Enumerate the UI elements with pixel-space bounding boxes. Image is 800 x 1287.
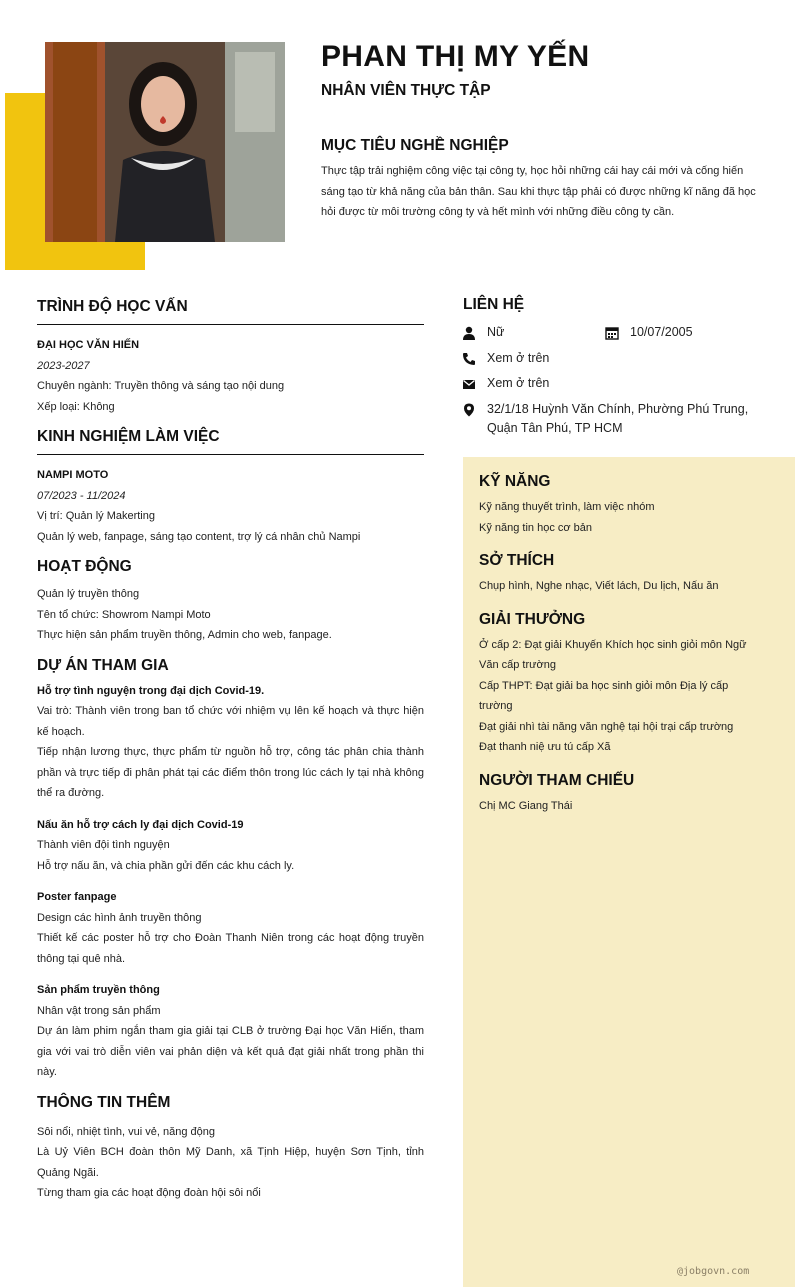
experience-description: Quản lý web, fanpage, sáng tạo content, trợ lý cá nhân chủ Nampi: [37, 530, 361, 543]
awards-heading: GIẢI THƯỞNG: [479, 610, 586, 628]
divider: [37, 324, 424, 325]
activities-heading: HOẠT ĐỘNG: [37, 558, 132, 575]
additional-line: Từng tham gia các hoạt động đoàn hội sôi nổi: [37, 1187, 261, 1199]
project-name: Nấu ăn hỗ trợ cách ly đại dịch Covid-19: [37, 818, 244, 831]
award-item: Cấp THPT: Đạt giải ba học sinh giỏi môn Địa lý cấp trường: [479, 679, 729, 712]
contact-address: 32/1/18 Huỳnh Văn Chính, Phường Phú Trung, Quận Tân Phú, TP HCM: [487, 402, 749, 435]
candidate-name: PHAN THỊ MY YẾN: [321, 40, 590, 73]
user-icon: [462, 326, 476, 340]
additional-info-heading: THÔNG TIN THÊM: [37, 1093, 171, 1111]
project-line: Hỗ trợ nấu ăn, và chia phần gửi đến các khu cách ly.: [37, 859, 295, 872]
profile-photo: [45, 42, 285, 242]
activity-line: Thực hiện sản phẩm truyền thông, Admin cho web, fanpage.: [37, 629, 332, 641]
contact-gender: Nữ: [487, 325, 505, 339]
experience-position: Vị trí: Quản lý Makerting: [37, 510, 155, 522]
references-heading: NGƯỜI THAM CHIẾU: [479, 771, 635, 789]
reference-item: Chị MC Giang Thái: [479, 799, 573, 812]
project-name: Sản phẩm truyền thông: [37, 984, 160, 996]
projects-heading: DỰ ÁN THAM GIA: [37, 656, 169, 674]
activity-line: Quản lý truyền thông: [37, 588, 140, 600]
project-name: Hỗ trợ tình nguyện trong đại dịch Covid-19.: [37, 684, 265, 697]
contact-birthday: 10/07/2005: [630, 325, 693, 339]
experience-heading: KINH NGHIỆM LÀM VIỆC: [37, 428, 220, 445]
project-line: Dự án làm phim ngắn tham gia giải tại CLB ở trường Đại học Văn Hiến, tham gia với vai trò diễn viên vai phản diện và kết quả đạt giải nhất trong phần thi này.: [37, 1025, 424, 1078]
calendar-icon: [605, 326, 619, 340]
location-pin-icon: [462, 403, 476, 417]
experience-period: 07/2023 - 11/2024: [37, 489, 126, 502]
contact-heading: LIÊN HỆ: [463, 296, 525, 313]
divider: [37, 454, 424, 455]
project-line: Vai trò: Thành viên trong ban tổ chức với nhiệm vụ lên kế hoạch và thực hiện kế hoạch.: [37, 705, 424, 738]
hobbies-heading: SỞ THÍCH: [479, 552, 555, 569]
company-name: NAMPI MOTO: [37, 469, 109, 481]
mail-icon: [462, 377, 476, 391]
activity-line: Tên tổ chức: Showrom Nampi Moto: [37, 608, 211, 621]
right-panel: [463, 457, 795, 1287]
job-title: NHÂN VIÊN THỰC TẬP: [321, 82, 491, 99]
profile-photo-illustration: [45, 42, 285, 242]
award-item: Ở cấp 2: Đạt giải Khuyến Khích học sinh giỏi môn Ngữ Văn cấp trường: [479, 638, 747, 671]
contact-phone: Xem ở trên: [487, 351, 550, 365]
education-major: Chuyên ngành: Truyền thông và sáng tạo nội dung: [37, 380, 285, 392]
project-line: Thiết kế các poster hỗ trợ cho Đoàn Thanh Niên trong các hoạt động truyền thông tại quê nhà.: [37, 932, 424, 965]
award-item: Đạt thanh niệ ưu tú cấp Xã: [479, 741, 611, 753]
project-line: Thành viên đội tình nguyện: [37, 839, 170, 851]
education-heading: TRÌNH ĐỘ HỌC VẤN: [37, 298, 188, 315]
skill-item: Kỹ năng thuyết trình, làm việc nhóm: [479, 501, 655, 513]
project-name: Poster fanpage: [37, 891, 117, 903]
additional-line: Là Uỷ Viên BCH đoàn thôn Mỹ Danh, xã Tịnh Hiệp, huyện Sơn Tịnh, tỉnh Quảng Ngãi.: [37, 1146, 424, 1179]
phone-icon: [462, 352, 476, 366]
project-line: Tiếp nhận lương thực, thực phẩm từ nguồn hỗ trợ, công tác phân chia thành phần và trực tiếp đi phân phát tại các điểm thôn trong lúc cách ly tại nhà không thể ra đường.: [37, 746, 424, 799]
additional-line: Sôi nổi, nhiệt tình, vui vẻ, năng động: [37, 1125, 215, 1138]
school-name: ĐẠI HỌC VĂN HIẾN: [37, 339, 140, 351]
skill-item: Kỹ năng tin học cơ bản: [479, 521, 593, 534]
objective-text: Thực tập trải nghiệm công việc tại công ty, học hỏi những cái hay cái mới và cống hiến sáng tạo từ khả năng của bản thân. Sau khi thực tập phải có được những kĩ năng đã học hỏi được từ môi trường công ty và hết mình với những điều công ty cần.: [321, 165, 756, 218]
education-years: 2023-2027: [37, 359, 90, 372]
education-grade: Xếp loại: Không: [37, 400, 115, 413]
watermark: @jobgovn.com: [677, 1266, 750, 1277]
project-line: Nhân vật trong sản phẩm: [37, 1004, 161, 1017]
objective-heading: MỤC TIÊU NGHỀ NGHIỆP: [321, 137, 509, 154]
hobby-item: Chụp hình, Nghe nhạc, Viết lách, Du lịch, Nấu ăn: [479, 580, 719, 592]
contact-email: Xem ở trên: [487, 376, 550, 390]
project-line: Design các hình ảnh truyền thông: [37, 911, 202, 924]
left-column: [37, 298, 424, 1204]
skills-heading: KỸ NĂNG: [479, 473, 551, 490]
award-item: Đạt giải nhì tài năng văn nghệ tại hội trại cấp trường: [479, 720, 734, 733]
